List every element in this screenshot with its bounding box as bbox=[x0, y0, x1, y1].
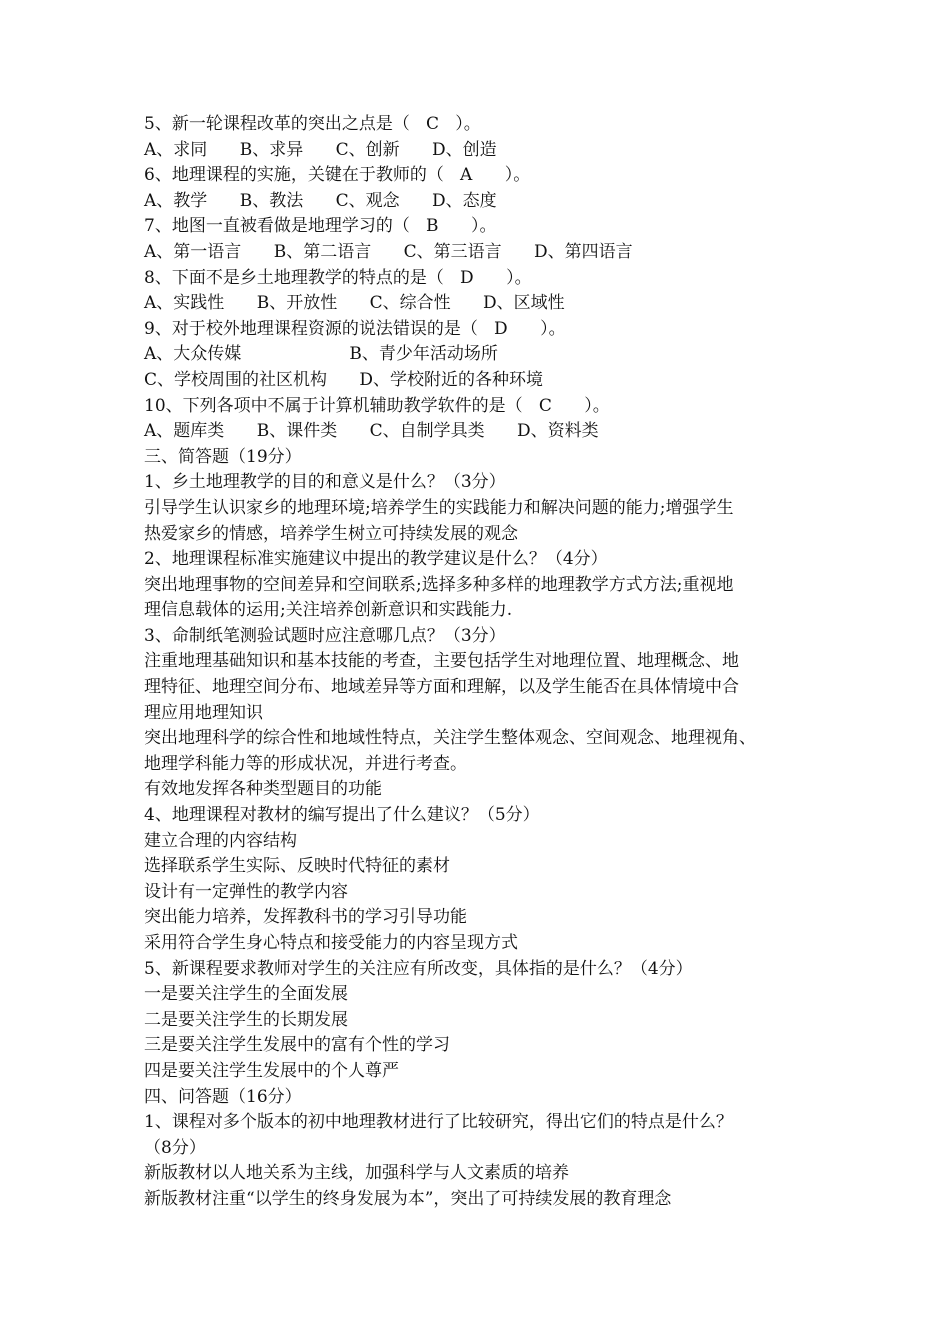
short-answer-4-answer-line: 选择联系学生实际、反映时代特征的素材 bbox=[144, 856, 450, 877]
essay-1-question: 1、课程对多个版本的初中地理教材进行了比较研究，得出它们的特点是什么？ bbox=[144, 1112, 733, 1133]
section-heading-essay: 四、问答题（16分） bbox=[144, 1086, 302, 1107]
short-answer-5-answer-line: 一是要关注学生的全面发展 bbox=[144, 984, 348, 1005]
question-5: 5、新一轮课程改革的突出之点是（ C ）。 bbox=[144, 114, 481, 134]
short-answer-1-question: 1、乡土地理教学的目的和意义是什么？（3分） bbox=[144, 472, 506, 493]
short-answer-3-answer-line: 突出地理科学的综合性和地域性特点，关注学生整体观念、空间观念、地理视角、 bbox=[144, 728, 756, 749]
question-10: 10、下列各项中不属于计算机辅助教学软件的是（ C ）。 bbox=[144, 395, 610, 416]
question-5-options: A、求同 B、求异 C、创新 D、创造 bbox=[144, 139, 497, 160]
short-answer-5-question: 5、新课程要求教师对学生的关注应有所改变，具体指的是什么？（4分） bbox=[144, 958, 693, 979]
short-answer-2-answer-line: 理信息载体的运用;关注培养创新意识和实践能力. bbox=[144, 600, 513, 621]
essay-1-answer-line: 新版教材注重“以学生的终身发展为本”，突出了可持续发展的教育理念 bbox=[144, 1188, 672, 1209]
question-7-options: A、第一语言 B、第二语言 C、第三语言 D、第四语言 bbox=[144, 241, 633, 262]
question-8-options: A、实践性 B、开放性 C、综合性 D、区域性 bbox=[144, 293, 565, 314]
short-answer-3-answer-line: 注重地理基础知识和基本技能的考查，主要包括学生对地理位置、地理概念、地 bbox=[144, 651, 739, 672]
question-10-options: A、题库类 B、课件类 C、自制学具类 D、资料类 bbox=[144, 421, 599, 442]
question-9-options-cd: C、学校周围的社区机构 D、学校附近的各种环境 bbox=[144, 369, 544, 390]
question-8: 8、下面不是乡土地理教学的特点的是（ D ）。 bbox=[144, 267, 532, 288]
short-answer-4-question: 4、地理课程对教材的编写提出了什么建议？（5分） bbox=[144, 805, 540, 826]
short-answer-1-answer-line: 热爱家乡的情感，培养学生树立可持续发展的观念 bbox=[144, 523, 518, 544]
short-answer-2-question: 2、地理课程标准实施建议中提出的教学建议是什么？（4分） bbox=[144, 549, 608, 570]
short-answer-4-answer-line: 突出能力培养，发挥教科书的学习引导功能 bbox=[144, 907, 467, 928]
short-answer-4-answer-line: 采用符合学生身心特点和接受能力的内容呈现方式 bbox=[144, 933, 518, 953]
section-heading-short-answer: 三、简答题（19分） bbox=[144, 446, 302, 467]
document-page bbox=[144, 112, 814, 1213]
short-answer-5-answer-line: 二是要关注学生的长期发展 bbox=[144, 1009, 348, 1030]
essay-1-answer-line: 新版教材以人地关系为主线，加强科学与人文素质的培养 bbox=[144, 1163, 569, 1184]
question-7: 7、地图一直被看做是地理学习的（ B ）。 bbox=[144, 216, 497, 237]
short-answer-3-answer-line: 地理学科能力等的形成状况，并进行考查。 bbox=[144, 753, 467, 774]
question-6: 6、地理课程的实施，关键在于教师的（ A ）。 bbox=[144, 165, 531, 186]
short-answer-1-answer-line: 引导学生认识家乡的地理环境;培养学生的实践能力和解决问题的能力;增强学生 bbox=[144, 497, 734, 518]
essay-1-points: （8分） bbox=[144, 1137, 206, 1158]
short-answer-3-answer-line: 理应用地理知识 bbox=[144, 702, 263, 723]
short-answer-3-question: 3、命制纸笔测验试题时应注意哪几点？（3分） bbox=[144, 625, 506, 646]
question-9: 9、对于校外地理课程资源的说法错误的是（ D ）。 bbox=[144, 318, 566, 339]
short-answer-3-answer-line: 理特征、地理空间分布、地域差异等方面和理解，以及学生能否在具体情境中合 bbox=[144, 677, 739, 698]
short-answer-5-answer-line: 三是要关注学生发展中的富有个性的学习 bbox=[144, 1035, 450, 1056]
short-answer-4-answer-line: 建立合理的内容结构 bbox=[144, 830, 297, 851]
short-answer-3-answer-line: 有效地发挥各种类型题目的功能 bbox=[144, 779, 382, 800]
short-answer-2-answer-line: 突出地理事物的空间差异和空间联系;选择多种多样的地理教学方式方法;重视地 bbox=[144, 574, 734, 595]
question-6-options: A、教学 B、教法 C、观念 D、态度 bbox=[144, 190, 497, 211]
question-9-options-ab: A、大众传媒 B、青少年活动场所 bbox=[144, 344, 498, 365]
short-answer-4-answer-line: 设计有一定弹性的教学内容 bbox=[144, 881, 348, 902]
short-answer-5-answer-line: 四是要关注学生发展中的个人尊严 bbox=[144, 1060, 399, 1081]
